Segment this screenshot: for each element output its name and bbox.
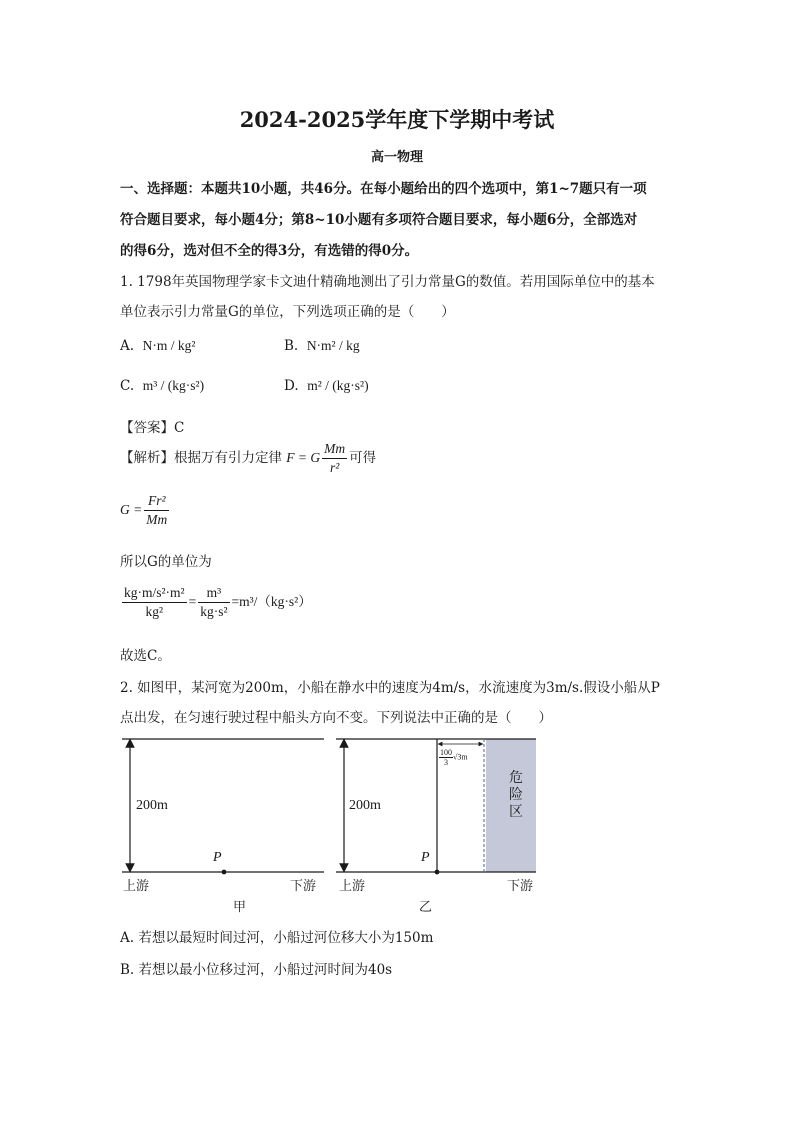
- point-p-dot: [435, 870, 440, 875]
- answer-value: C: [174, 420, 185, 436]
- formula-gravitation-fraction: $\frac{Mm}{\text{r²}}$: [324, 441, 346, 475]
- q1-option-a: A. N·m / kg²: [120, 338, 196, 354]
- section-instruction-line1: 一、选择题：本题共10小题，共46分。在每小题给出的四个选项中，第1~7题只有一项: [120, 181, 647, 197]
- q1-option-c: C. m³ / (kg·s²): [120, 378, 205, 394]
- formula-g-fraction: $\frac{\text{Fr²}}{Mm}$: [146, 493, 168, 527]
- fig-b-downstream: 下游: [507, 878, 534, 893]
- fig-b-upstream: 上游: [339, 878, 366, 893]
- q1-stem-line1: 1. 1798年英国物理学家卡文迪什精确地测出了引力常量G的数值。若用国际单位中的基本: [120, 274, 655, 290]
- unit-fraction-2: $\frac{\text{m³}}{\text{kg·s²}}$: [200, 585, 228, 619]
- fig-b-distance-label: $\frac{100}{3}$ √3m: [440, 748, 468, 767]
- q1-option-d: D. m² / (kg·s²): [284, 378, 369, 394]
- q1-option-b-text: N·m² / kg: [306, 338, 360, 353]
- fig-b-caption: 乙: [419, 899, 433, 914]
- q1-unit-text: 所以G的单位为: [120, 554, 212, 570]
- formula-g: G = $\frac{\text{Fr²}}{Mm}$: [120, 493, 168, 527]
- unit-fraction-1: $\frac{\text{kg·m/s²·m²}}{\text{kg²}}$: [124, 585, 185, 619]
- unit-result: =m³/（kg·s²）: [231, 594, 312, 609]
- q1-analysis: 【解析】根据万有引力定律 F = G $\frac{Mm}{\text{r²}}$ 可得: [120, 441, 377, 475]
- fig-a-downstream: 下游: [290, 878, 317, 893]
- section-instruction-line3: 的得6分，选对但不全的得3分，有选错的得0分。: [120, 243, 419, 259]
- fig-a-upstream: 上游: [123, 878, 150, 893]
- answer-tag: 【答案】: [120, 420, 174, 436]
- fig-a-width-label: 200m: [136, 798, 168, 813]
- fig-b-width-label: 200m: [349, 798, 381, 813]
- page-title: 2024-2025学年度下学期中考试: [239, 107, 555, 132]
- danger-zone-label: 危 险 区: [509, 770, 523, 820]
- q2-stem-line2: 点出发，在匀速行驶过程中船头方向不变。下列说法中正确的是（ ）: [120, 710, 552, 726]
- fig-b-point-label: P: [421, 850, 430, 865]
- q1-stem-line2: 单位表示引力常量G的单位，下列选项正确的是（ ）: [120, 304, 455, 320]
- q1-option-a-text: N·m / kg²: [142, 338, 196, 353]
- q2-option-b: B. 若想以最小位移过河，小船过河时间为40s: [120, 962, 393, 978]
- formula-gravitation-lhs: F = G: [286, 450, 321, 465]
- q1-answer: [120, 416, 184, 436]
- fig-a-caption: 甲: [233, 899, 247, 914]
- q1-conclusion: 故选C。: [120, 648, 171, 664]
- q2-stem-line1: 2. 如图甲，某河宽为200m，小船在静水中的速度为4m/s，水流速度为3m/s.假设小船从P: [120, 680, 660, 696]
- fig-a-point-label: P: [213, 850, 222, 865]
- unit-derivation: $\frac{\text{kg·m/s²·m²}}{\text{kg²}}$ = $\frac{\text{m³}}{\text{kg·s²}}$ =m³/（kg·s²）: [124, 585, 312, 619]
- q2-option-a: A. 若想以最短时间过河，小船过河位移大小为150m: [120, 930, 434, 946]
- q1-option-b: B. N·m² / kg: [284, 338, 360, 354]
- section-instruction-line2: 符合题目要求，每小题4分；第8~10小题有多项符合题目要求，每小题6分，全部选对: [120, 212, 638, 228]
- analysis-tag: 【解析】: [120, 450, 174, 466]
- page-subtitle: 高一物理: [370, 150, 423, 165]
- q1-option-c-text: m³ / (kg·s²): [142, 378, 205, 393]
- q1-option-d-text: m² / (kg·s²): [307, 378, 369, 393]
- point-p-dot: [222, 870, 227, 875]
